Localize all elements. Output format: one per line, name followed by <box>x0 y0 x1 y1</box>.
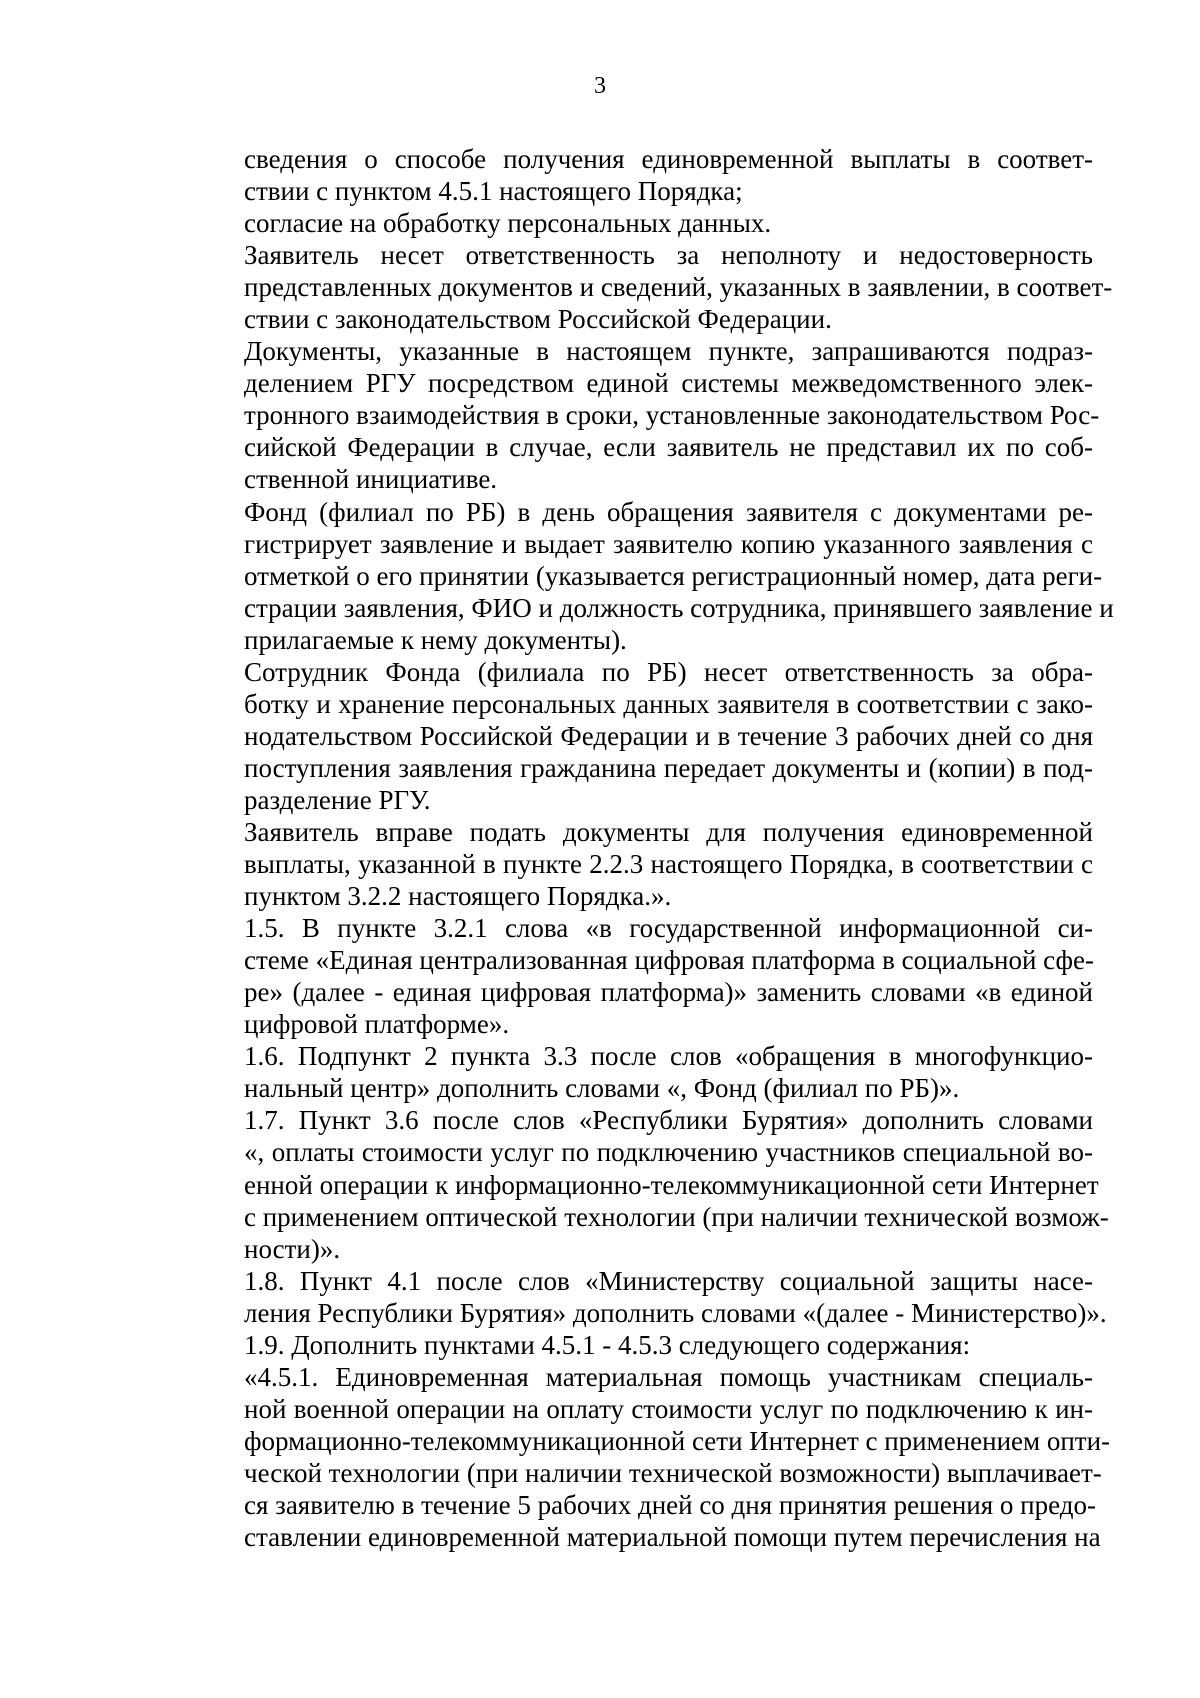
text-line: ствии с законодательством Российской Федерации. <box>244 304 832 335</box>
text-line: с применением оптической технологии (при наличии технической возмож- <box>244 1201 1109 1232</box>
paragraph <box>174 816 1093 912</box>
text-line: ре» (далее - единая цифровая платформа)» заменить словами «в единой <box>244 977 1093 1008</box>
text-line: 1.9. Дополнить пунктами 4.5.1 - 4.5.3 следующего содержания: <box>244 1329 971 1360</box>
text-line: ности)». <box>244 1233 341 1264</box>
text-line: ся заявителю в течение 5 рабочих дней со дня принятия решения о предо- <box>244 1489 1096 1520</box>
paragraph <box>174 1104 1109 1264</box>
document-body <box>174 143 1114 1553</box>
text-line: «, оплаты стоимости услуг по подключению участников специальной во- <box>244 1137 1093 1168</box>
text-line: Заявитель вправе подать документы для получения единовременной <box>244 816 1093 847</box>
text-line: «4.5.1. Единовременная материальная помощь участникам специаль- <box>244 1361 1093 1392</box>
page-number: 3 <box>594 73 606 99</box>
text-line: Сотрудник Фонда (филиала по РБ) несет ответственность за обра- <box>244 656 1093 687</box>
paragraph <box>174 656 1093 816</box>
text-line: сийской Федерации в случае, если заявитель не представил их по соб- <box>244 432 1093 463</box>
text-line: разделение РГУ. <box>244 784 431 815</box>
text-line: отметкой о его принятии (указывается регистрационный номер, дата реги- <box>244 560 1103 591</box>
text-line: 1.6. Подпункт 2 пункта 3.3 после слов «обращения в многофункцио- <box>244 1041 1093 1072</box>
text-line: енной операции к информационно-телекоммуникационной сети Интернет <box>244 1169 1099 1200</box>
text-line: тронного взаимодействия в сроки, установленные законодательством Рос- <box>244 400 1100 431</box>
text-line: стеме «Единая централизованная цифровая платформа в социальной сфе- <box>244 945 1094 976</box>
text-line: делением РГУ посредством единой системы межведомственного элек- <box>244 368 1093 399</box>
text-line: Заявитель несет ответственность за неполноту и недостоверность <box>244 240 1093 271</box>
text-line: представленных документов и сведений, указанных в заявлении, в соответ- <box>244 272 1113 303</box>
text-line: ческой технологии (при наличии технической возможности) выплачивает- <box>244 1457 1102 1488</box>
text-line: ной военной операции на оплату стоимости услуг по подключению к ин- <box>244 1393 1093 1424</box>
text-line: Фонд (филиал по РБ) в день обращения заявителя с документами ре- <box>244 496 1093 527</box>
text-line: ботку и хранение персональных данных заявителя в соответствии с зако- <box>244 688 1093 719</box>
paragraph <box>174 912 1093 1040</box>
paragraph <box>174 1265 1107 1329</box>
paragraph <box>174 1040 1093 1104</box>
paragraph <box>174 239 1113 335</box>
text-line: ления Республики Бурятия» дополнить словами «(далее - Министерство)». <box>244 1297 1107 1328</box>
text-line: гистрирует заявление и выдает заявителю копию указанного заявления с <box>244 528 1093 559</box>
text-line: 1.7. Пункт 3.6 после слов «Республики Бурятия» дополнить словами <box>244 1105 1093 1136</box>
text-line: пунктом 3.2.2 настоящего Порядка.». <box>244 881 672 912</box>
text-line: прилагаемые к нему документы). <box>244 624 627 655</box>
text-line: согласие на обработку персональных данных. <box>244 208 772 239</box>
text-line: Документы, указанные в настоящем пункте, запрашиваются подраз- <box>244 336 1093 367</box>
text-line: нальный центр» дополнить словами «, Фонд (филиал по РБ)». <box>244 1073 960 1104</box>
paragraph <box>174 496 1114 656</box>
text-line: формационно-телекоммуникационной сети Интернет с применением опти- <box>244 1425 1111 1456</box>
text-line: нодательством Российской Федерации и в течение 3 рабочих дней со дня <box>244 720 1093 751</box>
paragraph <box>174 335 1100 495</box>
paragraph <box>174 207 1093 239</box>
text-line: поступления заявления гражданина передает документы и (копии) в под- <box>244 752 1093 783</box>
paragraph <box>174 143 1093 207</box>
text-line: цифровой платформе». <box>244 1009 510 1040</box>
text-line: ставлении единовременной материальной помощи путем перечисления на <box>244 1522 1101 1553</box>
text-line: сведения о способе получения единовременной выплаты в соответ- <box>244 144 1093 174</box>
text-line: ствии с пунктом 4.5.1 настоящего Порядка; <box>244 176 743 207</box>
text-line: выплаты, указанной в пункте 2.2.3 настоящего Порядка, в соответствии с <box>244 849 1093 880</box>
text-line: ственной инициативе. <box>244 464 498 495</box>
paragraph <box>174 1361 1111 1553</box>
paragraph <box>174 1329 1093 1361</box>
text-line: страции заявления, ФИО и должность сотрудника, принявшего заявление и <box>244 592 1114 623</box>
text-line: 1.8. Пункт 4.1 после слов «Министерству социальной защиты насе- <box>244 1265 1093 1296</box>
text-line: 1.5. В пункте 3.2.1 слова «в государственной информационной си- <box>244 913 1093 944</box>
